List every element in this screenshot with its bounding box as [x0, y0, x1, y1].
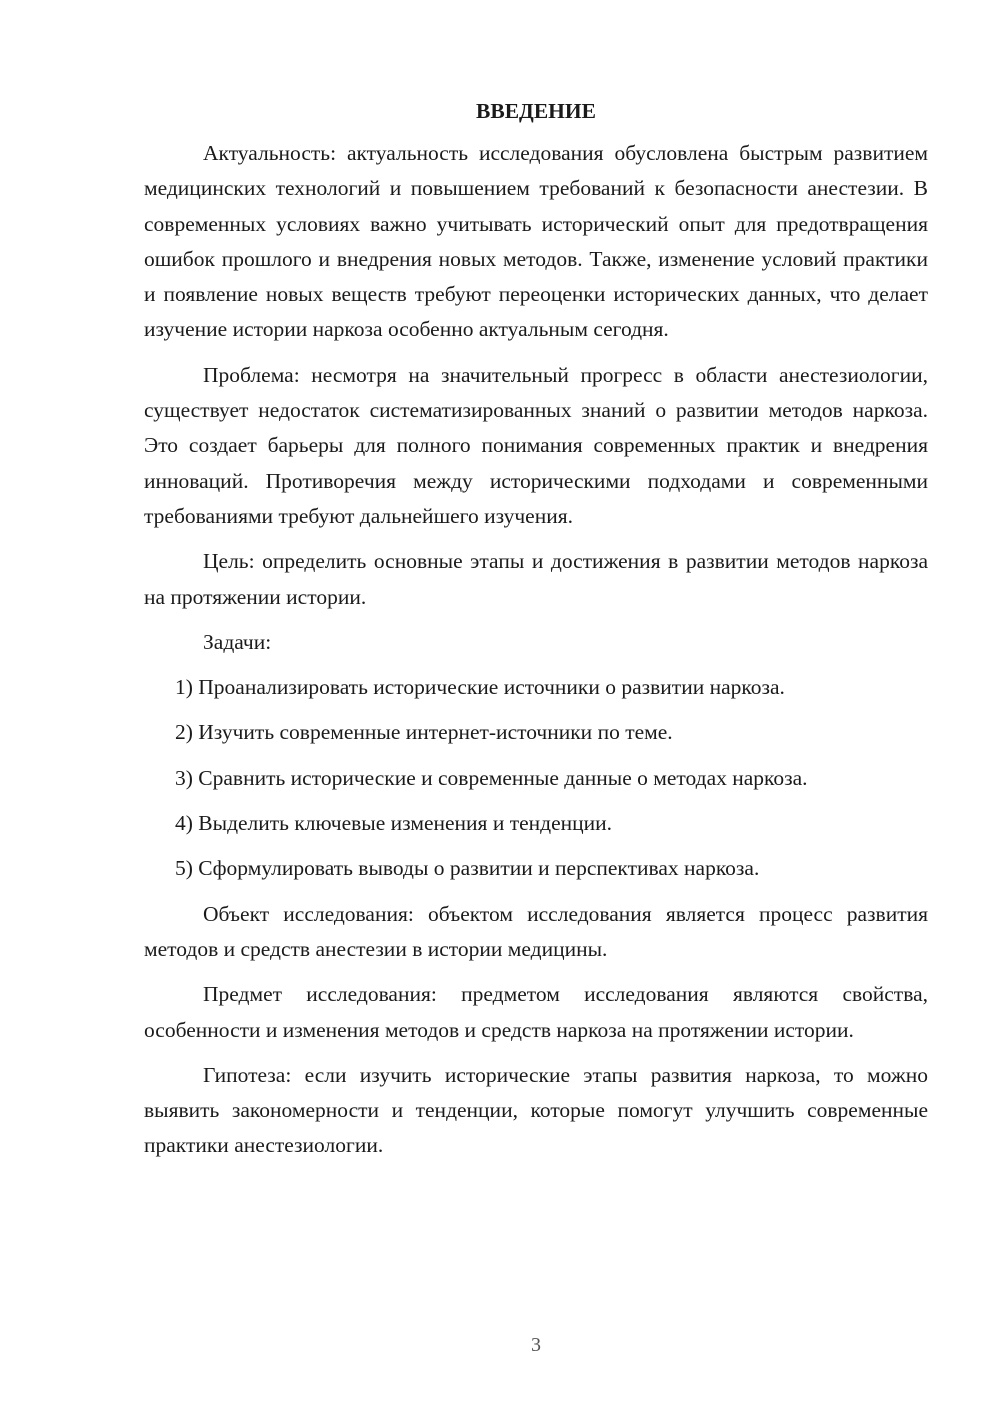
task-item: 5) Сформулировать выводы о развитии и перспективах наркоза. — [175, 856, 760, 881]
page-number: 3 — [531, 1334, 541, 1356]
paragraph-subject: Предмет исследования: предметом исследования являются свойства, особенности и изменения методов и средств наркоза на протяжении истории. — [144, 982, 928, 1042]
section-title: ВВЕДЕНИЕ — [476, 99, 596, 123]
tasks-heading: Задачи: — [203, 629, 272, 654]
paragraph-relevance: Актуальность: актуальность исследования обусловлена быстрым развитием медицинских технологий и повышением требований к безопасности анестезии. В современных условиях важно учитывать исторический опыт для предотвращения ошибок прошлого и внедрения новых методов. Также, изменение условий практики и появление новых веществ требуют переоценки исторических данных, что делает изучение истории наркоза особенно актуальным сегодня. — [144, 141, 928, 342]
task-item: 3) Сравнить исторические и современные данные о методах наркоза. — [175, 765, 808, 790]
task-item: 2) Изучить современные интернет-источники по теме. — [175, 720, 673, 745]
task-list — [144, 670, 928, 886]
paragraph-object: Объект исследования: объектом исследования является процесс развития методов и средств анестезии в истории медицины. — [144, 901, 928, 961]
paragraph-hypothesis: Гипотеза: если изучить исторические этапы развития наркоза, то можно выявить закономерности и тенденции, которые помогут улучшить современные практики анестезиологии. — [144, 1062, 928, 1158]
task-item: 4) Выделить ключевые изменения и тенденции. — [175, 811, 613, 836]
paragraph-problem: Проблема: несмотря на значительный прогресс в области анестезиологии, существует недостаток систематизированных знаний о развитии методов наркоза. Это создает барьеры для полного понимания современных практик и внедрения инноваций. Противоречия между историческими подходами и современными требованиями требуют дальнейшего изучения. — [144, 362, 928, 528]
paragraph-goal: Цель: определить основные этапы и достижения в развитии методов наркоза на протяжении истории. — [144, 549, 928, 609]
document-page — [144, 96, 928, 1174]
task-item: 1) Проанализировать исторические источники о развитии наркоза. — [175, 675, 785, 700]
